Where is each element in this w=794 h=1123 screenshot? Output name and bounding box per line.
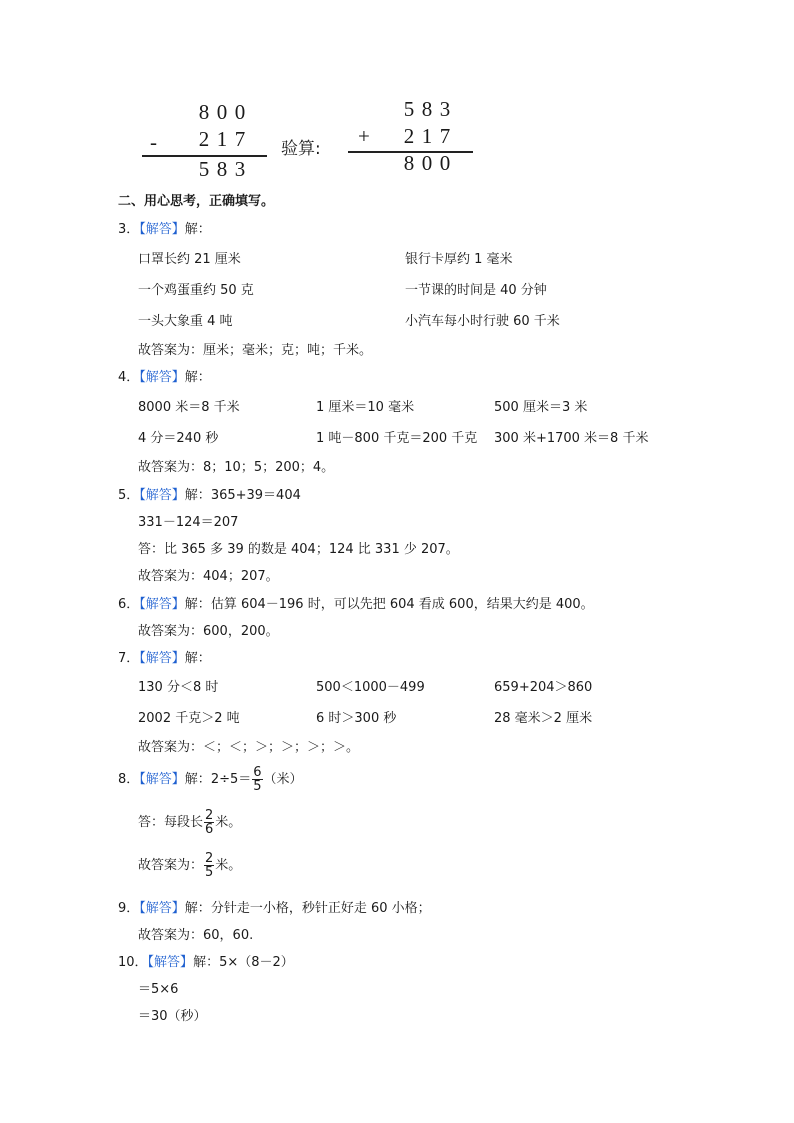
q8-unit: （米） <box>263 772 303 787</box>
q5-number: 5． <box>118 488 140 503</box>
q10-number: 10． <box>118 955 148 970</box>
answer-tag: 【解答】 <box>139 222 185 237</box>
q3-header <box>118 218 211 237</box>
q5-line1: 365+39＝404 <box>210 488 301 503</box>
plus-sign: + <box>358 124 370 148</box>
q10-line1: 5×（8－2） <box>219 955 294 970</box>
q3-item: 一头大象重 4 吨 <box>138 314 233 329</box>
fraction-denominator: 6 <box>205 822 214 837</box>
q6-header <box>118 593 594 612</box>
check-label: 验算: <box>281 139 321 159</box>
section-heading: 二、用心思考，正确填写。 <box>118 194 275 209</box>
add-result-digits: 8 0 0 <box>403 151 451 175</box>
answer-tag: 【解答】 <box>139 901 185 916</box>
q3-item: 一个鸡蛋重约 50 克 <box>138 283 254 298</box>
q8-answer-suffix: 米。 <box>215 815 242 830</box>
fraction-denominator: 5 <box>253 779 262 794</box>
q7-number: 7． <box>118 651 140 666</box>
q7-item: 659+204＞860 <box>494 680 593 695</box>
q7-answer: 故答案为：＜；＜；＞；＞；＞；＞。 <box>138 740 360 755</box>
add-top-digits: 5 8 3 <box>403 97 451 121</box>
q3-number: 3． <box>118 222 140 237</box>
q9-line1: 分针走一小格，秒针正好走 60 小格； <box>210 901 431 916</box>
jie-label: 解： <box>184 370 211 385</box>
q10-line3: ＝30（秒） <box>138 1009 207 1024</box>
q8-final-prefix: 故答案为： <box>138 858 204 873</box>
q9-number: 9． <box>118 901 140 916</box>
q9-answer: 故答案为：60，60. <box>138 928 254 943</box>
jie-label: 解： <box>184 597 211 612</box>
answer-tag: 【解答】 <box>139 597 185 612</box>
q4-item: 4 分＝240 秒 <box>138 431 219 446</box>
q3-answer: 故答案为：厘米；毫米；克；吨；千米。 <box>138 343 373 358</box>
q3-item: 银行卡厚约 1 毫米 <box>405 252 513 267</box>
answer-tag: 【解答】 <box>139 370 185 385</box>
q10-line2: ＝5×6 <box>138 982 179 997</box>
q8-answer-line <box>138 809 241 836</box>
q3-item: 口罩长约 21 厘米 <box>138 252 241 267</box>
jie-label: 解： <box>184 222 211 237</box>
fraction-denominator: 5 <box>205 865 214 880</box>
q6-line1: 估算 604－196 时，可以先把 604 看成 600，结果大约是 400。 <box>210 597 594 612</box>
add-mid-digits: 2 1 7 <box>403 124 451 148</box>
q3-item: 一节课的时间是 40 分钟 <box>405 283 547 298</box>
jie-label: 解： <box>184 488 211 503</box>
q6-number: 6． <box>118 597 140 612</box>
q8-final-suffix: 米。 <box>215 858 242 873</box>
answer-tag: 【解答】 <box>139 772 185 787</box>
q8-answer-fraction <box>204 809 214 836</box>
q5-answer: 故答案为：404；207。 <box>138 569 279 584</box>
q8-expression: 2÷5＝ <box>210 772 252 787</box>
q4-item: 300 米+1700 米＝8 千米 <box>494 431 649 446</box>
q7-item: 500＜1000－499 <box>316 680 425 695</box>
jie-label: 解： <box>184 901 211 916</box>
q4-answer: 故答案为：8；10；5；200；4。 <box>138 460 335 475</box>
answer-tag: 【解答】 <box>139 488 185 503</box>
q4-item: 8000 米＝8 千米 <box>138 400 240 415</box>
q7-header <box>118 647 211 666</box>
fraction-numerator: 6 <box>253 765 262 780</box>
sub-mid-digits: 2 1 7 <box>198 127 246 151</box>
q8-fraction <box>252 766 262 793</box>
sub-top-digits: 8 0 0 <box>198 100 246 124</box>
q4-item: 1 厘米＝10 毫米 <box>316 400 415 415</box>
q6-answer: 故答案为：600，200。 <box>138 624 279 639</box>
q7-item: 130 分＜8 时 <box>138 680 219 695</box>
answer-tag: 【解答】 <box>139 651 185 666</box>
answer-tag: 【解答】 <box>147 955 194 970</box>
minus-sign: - <box>150 130 157 154</box>
q4-header <box>118 366 211 385</box>
fraction-numerator: 2 <box>205 851 214 866</box>
q4-item: 500 厘米＝3 米 <box>494 400 588 415</box>
q5-header <box>118 484 301 503</box>
q8-number: 8． <box>118 772 140 787</box>
q8-final-fraction <box>204 852 214 879</box>
q7-item: 28 毫米＞2 厘米 <box>494 711 593 726</box>
q7-item: 2002 千克＞2 吨 <box>138 711 240 726</box>
q4-item: 1 吨－800 千克＝200 千克 <box>316 431 478 446</box>
jie-label: 解： <box>184 651 211 666</box>
q7-item: 6 时＞300 秒 <box>316 711 397 726</box>
q8-answer-prefix: 答：每段长 <box>138 815 204 830</box>
q8-final-line <box>138 852 241 879</box>
q3-item: 小汽车每小时行驶 60 千米 <box>405 314 560 329</box>
q10-header <box>118 951 294 970</box>
fraction-numerator: 2 <box>205 808 214 823</box>
q9-header <box>118 897 431 916</box>
sub-result-digits: 5 8 3 <box>198 157 246 181</box>
q4-number: 4． <box>118 370 140 385</box>
q5-line2: 331－124＝207 <box>138 515 239 530</box>
q8-header <box>118 766 303 793</box>
jie-label: 解： <box>184 772 211 787</box>
jie-label: 解： <box>193 955 220 970</box>
q5-line3: 答：比 365 多 39 的数是 404；124 比 331 少 207。 <box>138 542 459 557</box>
